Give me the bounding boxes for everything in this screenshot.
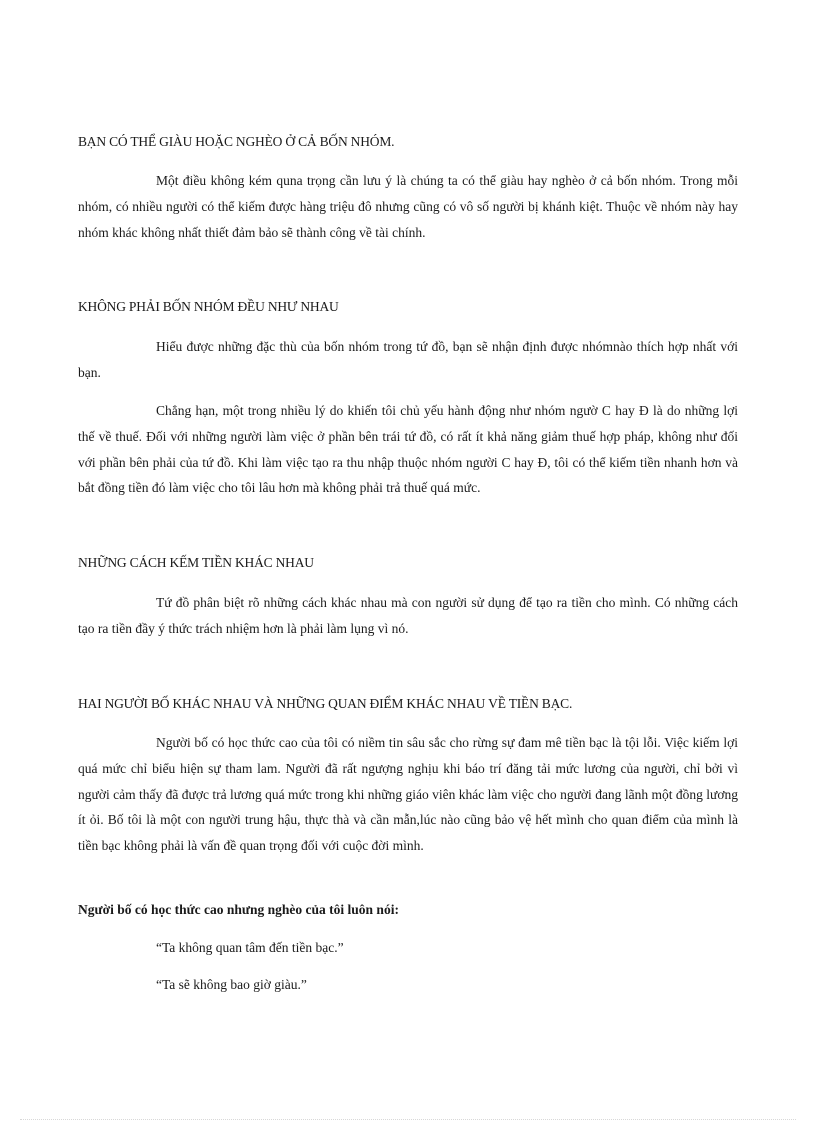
section-heading: NHỮNG CÁCH KẾM TIỀN KHÁC NHAU [78,555,314,570]
paragraph: Chẳng hạn, một trong nhiều lý do khiến tôi chủ yếu hành động như nhóm ngườ C hay Đ là do những lợi thế về thuế. Đối với những người làm việc ở phần bên trái tứ đồ, có rất ít khả năng giảm thuế hợp pháp, không như đối với phần bên phải của tứ đồ. Khi làm việc tạo ra thu nhập thuộc nhóm người C hay Đ, tôi có thể kiếm tiền nhanh hơn và bắt đồng tiền đó làm việc cho tôi lâu hơn mà không phải trả thuế quá mức. [78,403,738,496]
section-heading: HAI NGƯỜI BỐ KHÁC NHAU VÀ NHỮNG QUAN ĐIỂM KHÁC NHAU VỀ TIỀN BẠC. [78,696,573,711]
page-bottom-divider [20,1119,796,1120]
paragraph: Tứ đồ phân biệt rõ những cách khác nhau mà con người sử dụng để tạo ra tiền cho mình. Có những cách tạo ra tiền đầy ý thức trách nhiệm hơn là phải làm lụng vì nó. [78,595,738,636]
paragraph: Người bố có học thức cao của tôi có niềm tin sâu sắc cho rừng sự đam mê tiền bạc là tội lỗi. Việc kiếm lợi quá mức chỉ biểu hiện sự tham lam. Người đã rất ngượng nghịu khi báo trí đăng tải mức lương của người, chỉ bởi vì người cảm thấy đã được trả lương quá mức trong khi những giáo viên khác làm việc cho người đang lãnh một đồng lương ít ỏi. Bố tôi là một con người trung hậu, thực thà và cần mẫn,lúc nào cũng bảo vệ hết mình cho quan điểm của mình là tiền bạc không phải là vấn đề quan trọng đối với cuộc đời mình. [78,735,738,854]
section-heading: KHÔNG PHẢI BỐN NHÓM ĐỀU NHƯ NHAU [78,299,339,314]
quote-line: “Ta sẽ không bao giờ giàu.” [156,977,307,992]
bold-statement: Người bố có học thức cao nhưng nghèo của tôi luôn nói: [78,902,399,917]
paragraph: Một điều không kém quna trọng cần lưu ý là chúng ta có thể giàu hay nghèo ở cả bốn nhóm. Trong mỗi nhóm, có nhiều người có thể kiếm được hàng triệu đô nhưng cũng có vô số người bị khánh kiệt. Thuộc về nhóm này hay nhóm khác không nhất thiết đảm bảo sẽ thành công về tài chính. [78,173,738,240]
quote-line: “Ta không quan tâm đến tiền bạc.” [156,940,344,955]
section-heading: BẠN CÓ THỂ GIÀU HOẶC NGHÈO Ở CẢ BỐN NHÓM. [78,134,395,149]
paragraph: Hiểu được những đặc thù của bốn nhóm trong tứ đồ, bạn sẽ nhận định được nhómnào thích hợp nhất với bạn. [78,339,738,380]
